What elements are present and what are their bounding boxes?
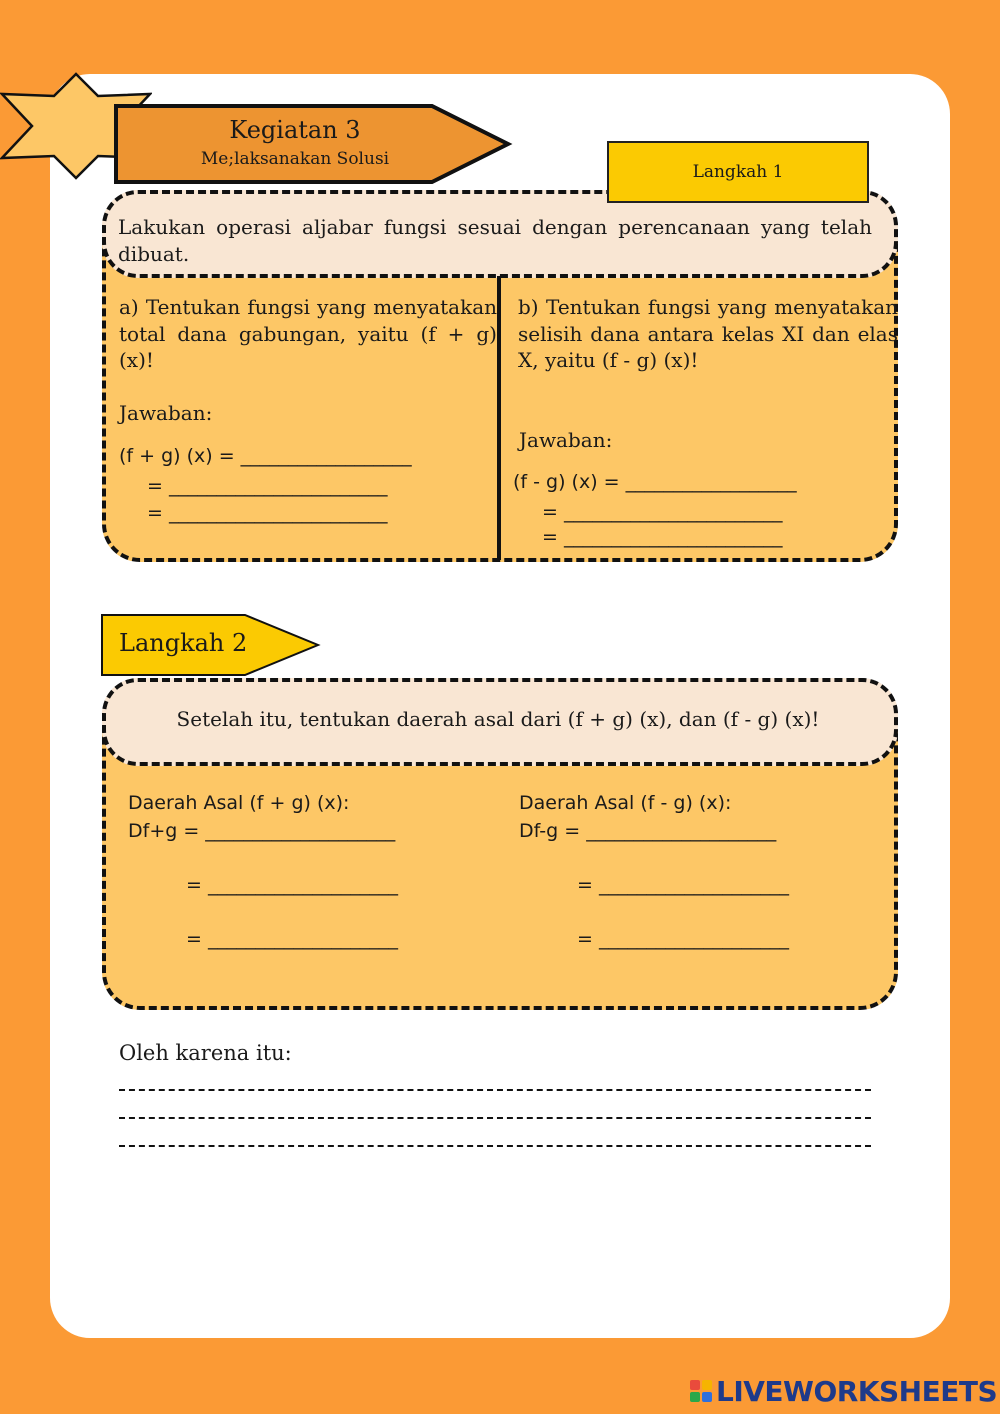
answer-label-b: Jawaban:	[519, 428, 613, 452]
liveworksheets-logo	[690, 1374, 997, 1408]
step2-label: Langkah 2	[119, 629, 248, 657]
step1-badge: Langkah 1	[607, 141, 869, 203]
conclusion-line-1[interactable]	[119, 1089, 871, 1091]
step2-instruction: Setelah itu, tentukan daerah asal dari (f + g) (x), dan (f - g) (x)!	[176, 707, 820, 731]
column-divider	[497, 276, 501, 560]
domain-fg-minus-line3[interactable]: = ____________________	[577, 928, 789, 950]
activity-subtitle: Me;laksanakan Solusi	[200, 149, 390, 169]
conclusion-label: Oleh karena itu:	[119, 1041, 292, 1065]
brand-grid-icon	[690, 1380, 712, 1402]
domain-fg-minus-line2[interactable]: = ____________________	[577, 874, 789, 896]
domain-fg-plus-heading: Daerah Asal (f + g) (x):	[128, 792, 350, 814]
domain-fg-minus-heading: Daerah Asal (f - g) (x):	[519, 792, 732, 814]
domain-fg-plus-line3[interactable]: = ____________________	[186, 928, 398, 950]
conclusion-line-2[interactable]	[119, 1117, 871, 1119]
answer-b-line2[interactable]: = _______________________	[542, 501, 783, 523]
answer-a-line2[interactable]: = _______________________	[147, 475, 388, 497]
answer-a-line1[interactable]: (f + g) (x) = __________________	[119, 445, 412, 467]
answer-b-line3[interactable]: = _______________________	[542, 526, 783, 548]
question-a: a) Tentukan fungsi yang menyatakan total dana gabungan, yaitu (f + g) (x)!	[119, 295, 497, 372]
answer-label-a[interactable]: Jawaban:	[119, 401, 213, 425]
question-b: b) Tentukan fungsi yang menyatakan selisih dana antara kelas XI dan elas X, yaitu (f - g) (x)!	[518, 295, 898, 372]
title-banner	[112, 102, 514, 186]
domain-fg-minus-line1[interactable]: Df-g = ____________________	[519, 820, 777, 842]
brand-name: LIVEWORKSHEETS	[716, 1374, 998, 1408]
answer-a-line3[interactable]: = _______________________	[147, 502, 388, 524]
step1-instruction: Lakukan operasi aljabar fungsi sesuai dengan perencanaan yang telah dibuat.	[118, 215, 872, 266]
conclusion-line-3[interactable]	[119, 1145, 871, 1147]
activity-title: Kegiatan 3	[229, 116, 361, 144]
answer-b-line1[interactable]: (f - g) (x) = __________________	[513, 471, 797, 493]
domain-fg-plus-line1[interactable]: Df+g = ____________________	[128, 820, 396, 842]
domain-fg-plus-line2[interactable]: = ____________________	[186, 874, 398, 896]
